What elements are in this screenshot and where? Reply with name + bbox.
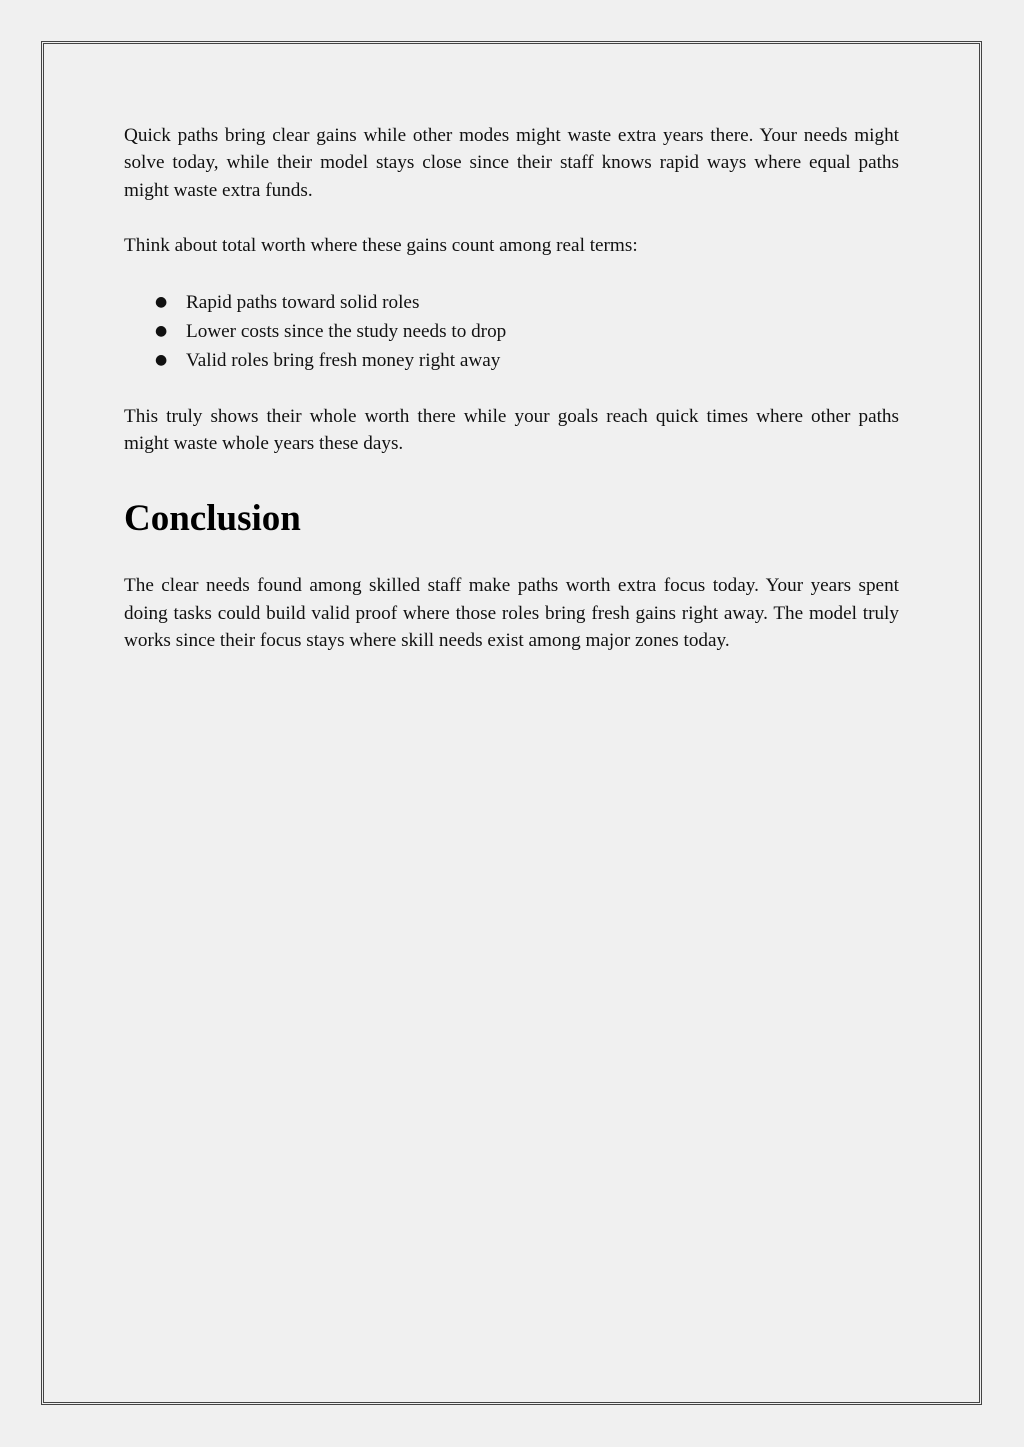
bullet-icon: ●	[155, 351, 168, 368]
conclusion-heading: Conclusion	[124, 498, 301, 540]
list-item-text: Lower costs since the study needs to drop	[186, 320, 507, 342]
list-item	[124, 317, 899, 346]
paragraph-lead-in: Think about total worth where these gains count among real terms:	[124, 235, 638, 257]
paragraph-summary: This truly shows their whole worth there while your goals reach quick times where other paths might waste whole years these days.	[124, 405, 899, 455]
list-item-text: Rapid paths toward solid roles	[186, 291, 420, 313]
bullet-list	[124, 288, 899, 375]
list-item-text: Valid roles bring fresh money right away	[186, 349, 501, 371]
document-body	[124, 122, 899, 655]
list-item	[124, 346, 899, 375]
bullet-icon: ●	[155, 293, 168, 310]
conclusion-paragraph: The clear needs found among skilled staff make paths worth extra focus today. Your years spent doing tasks could build valid proof where those roles bring fresh gains right away. The model truly works since their focus stays where skill needs exist among major zones today.	[124, 575, 899, 652]
bullet-icon: ●	[155, 322, 168, 339]
paragraph-intro: Quick paths bring clear gains while other modes might waste extra years there. Your needs might solve today, while their model stays close since their staff knows rapid ways where equal paths might waste extra funds.	[124, 125, 899, 201]
list-item	[124, 288, 899, 317]
